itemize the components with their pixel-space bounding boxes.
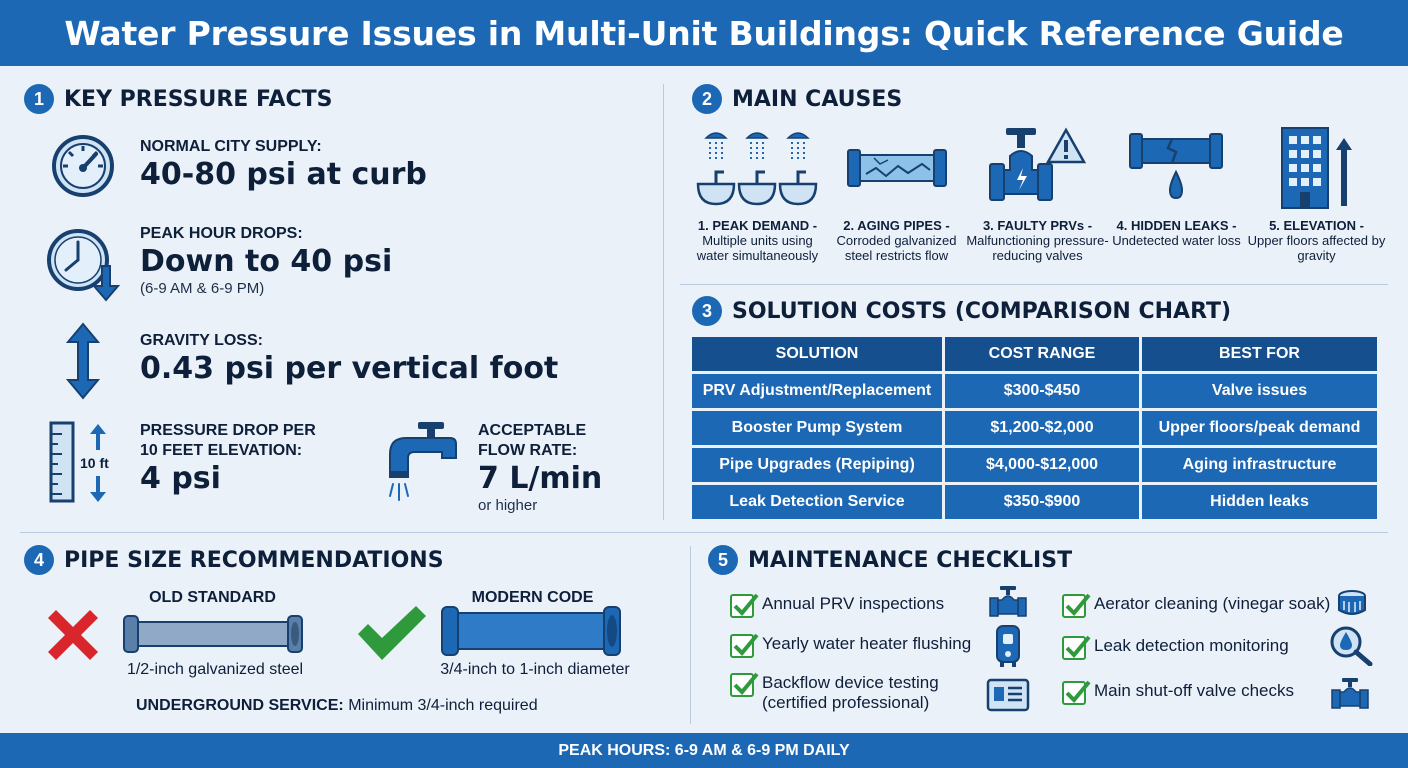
fact-label: PEAK HOUR DROPS: bbox=[140, 225, 303, 242]
fact-value: 4 psi bbox=[140, 461, 221, 496]
table-cell: Pipe Upgrades (Repiping) bbox=[692, 448, 942, 482]
fact-value: 0.43 psi per vertical foot bbox=[140, 351, 559, 386]
section-heading: SOLUTION COSTS (COMPARISON CHART) bbox=[732, 298, 1232, 324]
page-title: Water Pressure Issues in Multi-Unit Buildings: Quick Reference Guide bbox=[64, 13, 1344, 53]
table-cell: Hidden leaks bbox=[1142, 485, 1377, 519]
section-heading: MAINTENANCE CHECKLIST bbox=[748, 547, 1073, 573]
cause-title: 2. AGING PIPES - bbox=[843, 218, 950, 233]
vertical-arrow-icon bbox=[66, 322, 100, 405]
checklist-text-line2: (certified professional) bbox=[762, 693, 930, 712]
fact-note: or higher bbox=[478, 497, 538, 514]
water-heater-icon bbox=[994, 624, 1022, 673]
cause-desc: Corroded galvanized steel restricts flow bbox=[836, 233, 957, 263]
old-standard-label: OLD STANDARD bbox=[149, 589, 276, 606]
checklist-text: Leak detection monitoring bbox=[1094, 636, 1289, 655]
backflow-device-icon bbox=[986, 676, 1030, 717]
section-heading: KEY PRESSURE FACTS bbox=[64, 86, 333, 112]
fact-pressure-drop bbox=[140, 421, 316, 497]
checklist-text-line1: Backflow device testing bbox=[762, 673, 939, 692]
table-cell: PRV Adjustment/Replacement bbox=[692, 374, 942, 408]
cracked-pipe-icon bbox=[1128, 132, 1224, 209]
fact-note: (6-9 AM & 6-9 PM) bbox=[140, 280, 265, 297]
table-cell: $1,200-$2,000 bbox=[945, 411, 1139, 445]
divider-vertical-top bbox=[663, 84, 664, 520]
footer-text: PEAK HOURS: 6-9 AM & 6-9 PM DAILY bbox=[558, 741, 850, 759]
checklist-text: Aerator cleaning (vinegar soak) bbox=[1094, 594, 1331, 613]
table-cell: Aging infrastructure bbox=[1142, 448, 1377, 482]
cause-desc: Malfunctioning pressure-reducing valves bbox=[966, 233, 1109, 263]
cross-icon bbox=[42, 604, 104, 671]
table-cell: Valve issues bbox=[1142, 374, 1377, 408]
cause-desc: Upper floors affected by gravity bbox=[1247, 233, 1386, 263]
table-row bbox=[692, 485, 1377, 519]
section-number: 4 bbox=[24, 545, 54, 575]
old-pipe-icon bbox=[122, 614, 304, 659]
checklist-item bbox=[1062, 681, 1294, 705]
checklist-text: Yearly water heater flushing bbox=[762, 634, 972, 653]
table-header-row bbox=[692, 337, 1377, 371]
modern-pipe-icon bbox=[440, 605, 624, 662]
old-standard-caption: 1/2-inch galvanized steel bbox=[126, 661, 304, 678]
fact-gravity-loss bbox=[140, 331, 558, 387]
column-header: COST RANGE bbox=[945, 337, 1139, 371]
fact-flow-rate bbox=[478, 421, 602, 514]
table-cell: Upper floors/peak demand bbox=[1142, 411, 1377, 445]
fact-city-supply bbox=[140, 137, 427, 193]
checklist-text: Annual PRV inspections bbox=[762, 594, 945, 613]
checklist-item bbox=[1062, 636, 1289, 660]
cause-aging-pipes bbox=[824, 218, 969, 263]
cause-title: 5. ELEVATION - bbox=[1269, 218, 1364, 233]
divider-vertical-bottom bbox=[690, 546, 691, 724]
checkbox-checked-icon bbox=[1062, 681, 1086, 705]
underground-text: Minimum 3/4-inch required bbox=[348, 697, 538, 714]
shutoff-valve-icon bbox=[1330, 676, 1370, 715]
table-cell: Leak Detection Service bbox=[692, 485, 942, 519]
fact-label-line2: 10 FEET ELEVATION: bbox=[140, 442, 303, 459]
fact-label: NORMAL CITY SUPPLY: bbox=[140, 138, 322, 155]
checklist-text: Main shut-off valve checks bbox=[1094, 681, 1294, 700]
checkbox-checked-icon bbox=[730, 673, 754, 697]
section-pipes-title bbox=[24, 545, 444, 575]
column-header: BEST FOR bbox=[1142, 337, 1377, 371]
checkmark-icon bbox=[354, 604, 430, 669]
checkbox-checked-icon bbox=[1062, 594, 1086, 618]
divider-horizontal bbox=[20, 532, 1388, 533]
page-footer bbox=[0, 733, 1408, 768]
page-header bbox=[0, 0, 1408, 66]
cause-elevation bbox=[1244, 218, 1389, 263]
modern-code-caption: 3/4-inch to 1-inch diameter bbox=[440, 661, 630, 678]
building-icon bbox=[1278, 124, 1358, 215]
section-facts-title bbox=[24, 84, 332, 114]
cause-desc: Multiple units using water simultaneously bbox=[696, 233, 819, 263]
fact-peak-hour bbox=[140, 224, 392, 297]
section-number: 2 bbox=[692, 84, 722, 114]
showers-sinks-icon bbox=[694, 126, 820, 217]
table-cell: $4,000-$12,000 bbox=[945, 448, 1139, 482]
aerator-icon bbox=[1336, 588, 1368, 623]
checkbox-checked-icon bbox=[730, 594, 754, 618]
section-number: 1 bbox=[24, 84, 54, 114]
divider-causes bbox=[680, 284, 1388, 285]
fact-label-line1: PRESSURE DROP PER bbox=[140, 422, 316, 439]
section-heading: PIPE SIZE RECOMMENDATIONS bbox=[64, 547, 444, 573]
section-maintenance-title bbox=[708, 545, 1072, 575]
fact-label-line2: FLOW RATE: bbox=[478, 442, 578, 459]
cause-title: 3. FAULTY PRVs - bbox=[982, 218, 1093, 233]
checklist-item bbox=[730, 673, 939, 713]
table-cell: $300-$450 bbox=[945, 374, 1139, 408]
section-causes-title bbox=[692, 84, 902, 114]
cause-hidden-leaks bbox=[1104, 218, 1249, 248]
fact-label-line1: ACCEPTABLE bbox=[478, 422, 587, 439]
underground-label: UNDERGROUND SERVICE: bbox=[136, 697, 344, 714]
cause-title: 1. PEAK DEMAND - bbox=[697, 218, 818, 233]
fact-value: 7 L/min bbox=[478, 461, 603, 496]
corroded-pipe-icon bbox=[846, 146, 948, 195]
ruler-label: 10 ft bbox=[80, 455, 109, 471]
leak-search-icon bbox=[1328, 624, 1374, 671]
valve-warning-icon bbox=[988, 126, 1088, 215]
checklist-item bbox=[730, 594, 944, 618]
cost-comparison-table bbox=[689, 334, 1380, 522]
cause-peak-demand bbox=[685, 218, 830, 263]
faucet-icon bbox=[384, 420, 468, 511]
fact-label: GRAVITY LOSS: bbox=[140, 332, 263, 349]
valve-icon bbox=[988, 584, 1028, 623]
table-cell: $350-$900 bbox=[945, 485, 1139, 519]
table-row bbox=[692, 411, 1377, 445]
section-number: 3 bbox=[692, 296, 722, 326]
section-costs-title bbox=[692, 296, 1231, 326]
section-number: 5 bbox=[708, 545, 738, 575]
checkbox-checked-icon bbox=[1062, 636, 1086, 660]
section-heading: MAIN CAUSES bbox=[732, 86, 903, 112]
table-row bbox=[692, 374, 1377, 408]
cause-desc: Undetected water loss bbox=[1112, 233, 1241, 248]
underground-service-note bbox=[136, 697, 538, 715]
fact-value: Down to 40 psi bbox=[140, 244, 393, 279]
column-header: SOLUTION bbox=[692, 337, 942, 371]
checklist-item bbox=[730, 634, 971, 658]
cause-faulty-prvs bbox=[965, 218, 1110, 263]
checklist-item bbox=[1062, 594, 1330, 618]
gauge-icon bbox=[44, 134, 122, 203]
cause-title: 4. HIDDEN LEAKS - bbox=[1116, 218, 1237, 233]
table-cell: Booster Pump System bbox=[692, 411, 942, 445]
checkbox-checked-icon bbox=[730, 634, 754, 658]
clock-icon bbox=[44, 226, 124, 307]
modern-code-label: MODERN CODE bbox=[471, 589, 594, 606]
fact-value: 40-80 psi at curb bbox=[140, 157, 427, 192]
table-row bbox=[692, 448, 1377, 482]
